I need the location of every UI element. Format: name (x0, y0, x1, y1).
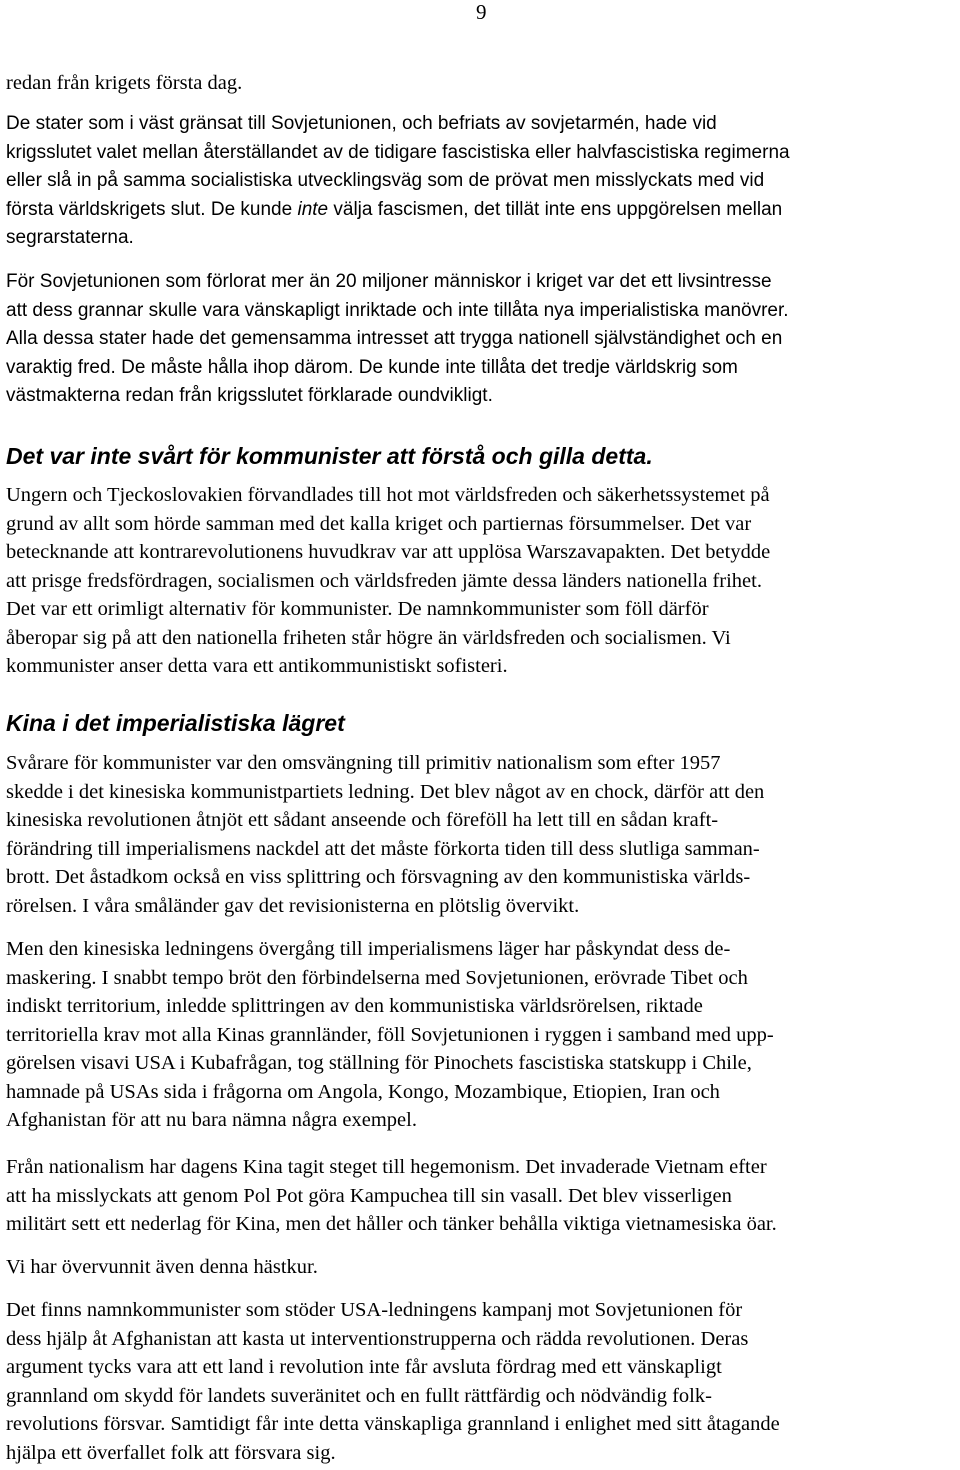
text-line: indiskt territorium, inledde splittringen av den kommunistiska världsrörelsen, riktade (6, 995, 703, 1017)
text-line: argument tycks vara att ett land i revolution inte får avsluta fördrag med ett vänskapligt (6, 1356, 722, 1378)
text-line: att prisge fredsfördragen, socialismen och världsfreden jämte dessa länders nationella frihet. (6, 569, 762, 592)
text-line: militärt sett ett nederlag för Kina, men det håller och tänker behålla viktiga vietnamesiska öar. (6, 1213, 777, 1235)
text-line: Vi har övervunnit även denna hästkur. (6, 1256, 318, 1278)
paragraph-soviet-interest (6, 268, 958, 411)
section-heading: Det var inte svårt för kommunister att förstå och gilla detta. (6, 443, 653, 469)
text-line: redan från krigets första dag. (6, 72, 243, 94)
page-number: 9 (476, 0, 487, 24)
paragraph-intro (6, 69, 958, 98)
text-fragment: välja fascismen, det tillät inte ens uppgörelsen mellan (328, 198, 783, 220)
text-line: Svårare för kommunister var den omsvängning till primitiv nationalism som efter 1957 (6, 752, 721, 774)
text-line: Men den kinesiska ledningens övergång till imperialismens läger har påskyndat dess de- (6, 938, 731, 960)
text-line: hamnade på USAs sida i frågorna om Angola, Kongo, Mozambique, Etiopien, Iran och (6, 1080, 720, 1103)
text-line: brott. Det åstadkom också en viss splittring och försvagning av den kommunistiska världs- (6, 866, 751, 888)
text-line: Alla dessa stater hade det gemensamma intresset att trygga nationell självständighet och en (6, 328, 783, 349)
text-line: kommunister anser detta vara ett antikommunistiskt sofisteri. (6, 655, 508, 677)
text-line: att ha misslyckats att genom Pol Pot göra Kampuchea till sin vasall. Det blev visserligen (6, 1184, 732, 1207)
text-line: maskering. I snabbt tempo bröt den förbindelserna med Sovjetunionen, erövrade Tibet och (6, 966, 748, 989)
text-line: territoriella krav mot alla Kinas grannländer, föll Sovjetunionen i ryggen i samband med upp- (6, 1023, 774, 1046)
text-line: Det var ett orimligt alternativ för kommunister. De namnkommunister som föll därför (6, 598, 709, 620)
paragraph-china-imperialist-camp (6, 935, 958, 1135)
text-line: betecknande att kontrarevolutionens huvudkrav var att upplösa Warszavapakten. Det betydde (6, 541, 771, 563)
text-line: För Sovjetunionen som förlorat mer än 20 miljoner människor i kriget var det ett livsintresse (6, 271, 772, 292)
section-heading: Kina i det imperialistiska lägret (6, 710, 345, 736)
paragraph-china-turn (6, 749, 958, 920)
paragraph-afghanistan (6, 1296, 958, 1467)
text-line: segrarstaterna. (6, 227, 134, 248)
text-line: att dess grannar skulle vara vänskapligt inriktade och inte tillåta nya imperialistiska manövrer. (6, 299, 789, 321)
text-line: hjälpa ett överfallet folk att försvara sig. (6, 1441, 336, 1464)
emphasis-text: inte (297, 198, 329, 220)
text-line: De stater som i väst gränsat till Sovjetunionen, och befriats av sovjetarmén, hade vid (6, 113, 717, 134)
text-line: åberopar sig på att den nationella friheten står högre än världsfreden och socialismen. Vi (6, 626, 731, 649)
text-line: Det finns namnkommunister som stöder USA-ledningens kampanj mot Sovjetunionen för (6, 1299, 743, 1321)
text-line: Från nationalism har dagens Kina tagit steget till hegemonism. Det invaderade Vietnam efter (6, 1156, 767, 1178)
text-line: grannland om skydd för landets suveränitet och en fullt rättfärdig och nödvändig folk- (6, 1384, 712, 1407)
text-line: rörelsen. I våra småländer gav det revisionisterna en plötslig övervikt. (6, 894, 580, 917)
text-line: Ungern och Tjeckoslovakien förvandlades till hot mot världsfreden och säkerhetssystemet på (6, 484, 770, 506)
text-line: kinesiska revolutionen åtnjöt ett sådant anseende och föreföll ha lett till en sådan kraft- (6, 809, 719, 831)
text-line: förändring till imperialismens nackdel att det måste förkorta tiden till dess slutliga samman- (6, 837, 760, 860)
text-line: görelsen visavi USA i Kubafrågan, tog ställning för Pinochets fascistiska statskupp i Chile, (6, 1052, 752, 1074)
text-line (6, 196, 958, 225)
text-line: Afghanistan för att nu bara nämna några exempel. (6, 1109, 417, 1131)
paragraph-neighbour-states (6, 110, 958, 253)
text-line: skedde i det kinesiska kommunistpartiets ledning. Det blev något av en chock, därför att den (6, 780, 765, 803)
paragraph-hungary-czechoslovakia (6, 481, 958, 681)
text-fragment: första världskrigets slut. De kunde (6, 198, 298, 220)
text-line: eller slå in på samma socialistiska utvecklingsväg som de prövat men misslyckats med vid (6, 170, 765, 191)
text-line: dess hjälp åt Afghanistan att kasta ut interventionstrupperna och rädda revolutionen. Deras (6, 1327, 749, 1350)
text-line: västmakterna redan från krigsslutet förklarade oundvikligt. (6, 385, 493, 406)
text-line: varaktig fred. De måste hålla ihop därom. De kunde inte tillåta det tredje världskrig som (6, 356, 738, 378)
paragraph-short (6, 1253, 958, 1282)
paragraph-hegemonism (6, 1153, 958, 1239)
text-line: grund av allt som hörde samman med det kalla kriget och partiernas försummelser. Det var (6, 512, 752, 535)
text-line: krigsslutet valet mellan återställandet av de tidigare fascistiska eller halvfascistiska regimerna (6, 141, 790, 163)
text-line: revolutions försvar. Samtidigt får inte detta vänskapliga grannland i enlighet med sitt åtagande (6, 1413, 780, 1435)
